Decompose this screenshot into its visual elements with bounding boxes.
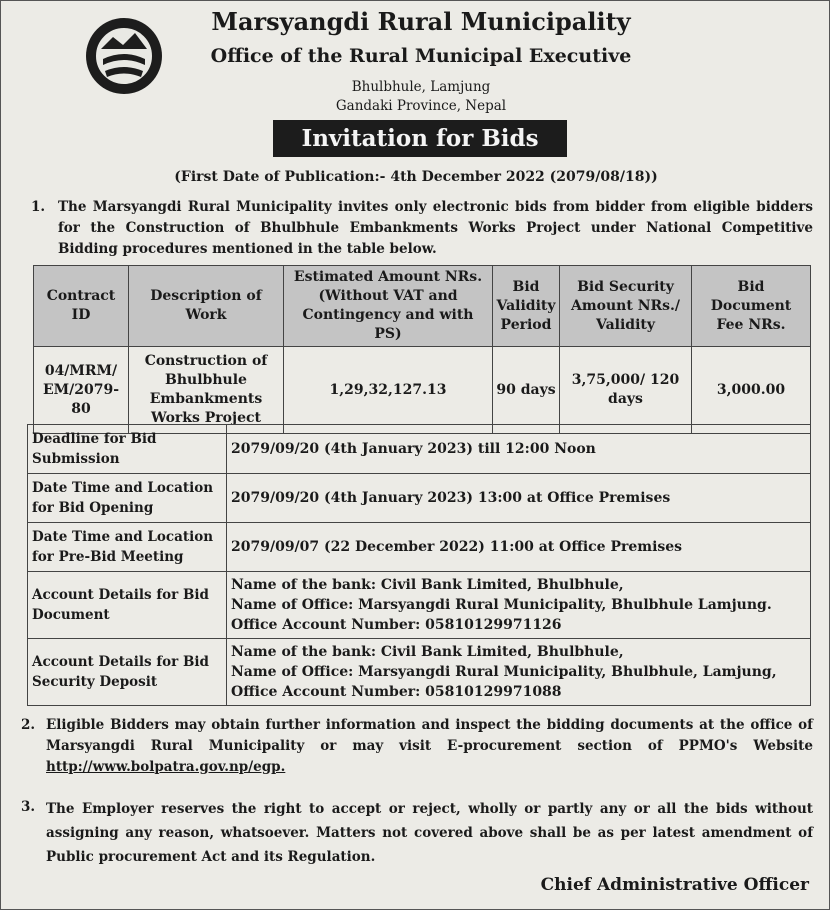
paragraph-3: [21, 797, 813, 869]
table-row: [28, 639, 811, 706]
table-row: [34, 347, 811, 434]
bid-table: [33, 265, 811, 434]
notice-title: Invitation for Bids: [273, 120, 567, 157]
address-line-1: Bhulbhule, Lamjung: [351, 79, 491, 95]
sec-account-label: Account Details for Bid Security Deposit: [28, 639, 227, 706]
cell-description: Construction of Bhulbhule Embankments Works Project: [129, 347, 284, 434]
prebid-label: Date Time and Location for Pre-Bid Meeting: [28, 523, 227, 572]
office-name: Office of the Rural Municipal Executive: [210, 45, 632, 67]
doc-account-value: [227, 572, 811, 639]
address-line-2: Gandaki Province, Nepal: [335, 98, 507, 114]
doc-bank-name: Name of the bank: Civil Bank Limited, Bhulbhule,: [231, 577, 624, 593]
col-contract-id: Contract ID: [34, 266, 129, 347]
municipality-emblem-icon: [83, 15, 165, 97]
doc-account-label: Account Details for Bid Document: [28, 572, 227, 639]
paragraph-body: Eligible Bidders may obtain further information and inspect the bidding documents at the office of Marsyangdi Rural Municipality or may visit E-procurement section of PPMO's Website: [46, 717, 813, 754]
egp-link[interactable]: http://www.bolpatra.gov.np/egp.: [46, 759, 286, 775]
opening-label: Date Time and Location for Bid Opening: [28, 474, 227, 523]
deadline-value: 2079/09/20 (4th January 2023) till 12:00 Noon: [227, 425, 811, 474]
sec-office-name: Name of Office: Marsyangdi Rural Municipality, Bhulbhule, Lamjung,: [231, 664, 777, 680]
paragraph-2: [21, 715, 813, 778]
col-validity: Bid Validity Period: [493, 266, 560, 347]
org-name: Marsyangdi Rural Municipality: [211, 7, 631, 36]
cell-validity: 90 days: [493, 347, 560, 434]
table-row: [28, 523, 811, 572]
col-estimated-amount: Estimated Amount NRs. (Without VAT and Contingency and with PS): [284, 266, 493, 347]
sec-bank-name: Name of the bank: Civil Bank Limited, Bhulbhule,: [231, 644, 624, 660]
opening-value: 2079/09/20 (4th January 2023) 13:00 at Office Premises: [227, 474, 811, 523]
sec-account-value: [227, 639, 811, 706]
cell-fee: 3,000.00: [692, 347, 811, 434]
cell-estimated-amount: 1,29,32,127.13: [284, 347, 493, 434]
cell-security: 3,75,000/ 120 days: [560, 347, 692, 434]
table-header-row: [34, 266, 811, 347]
paragraph-number: 2.: [21, 717, 36, 733]
table-row: [28, 474, 811, 523]
paragraph-number: 3.: [21, 799, 36, 815]
paragraph-1: [31, 197, 813, 260]
paragraph-number: 1.: [31, 199, 46, 215]
paragraph-text: The Marsyangdi Rural Municipality invites only electronic bids from bidder from eligible bidders for the Construction of Bhulbhule Embankments Works Project under National Competitive Bidding procedures mentioned in the table below.: [58, 199, 813, 257]
table-row: [28, 425, 811, 474]
deadline-label: Deadline for Bid Submission: [28, 425, 227, 474]
paragraph-text: [46, 715, 813, 778]
table-row: [28, 572, 811, 639]
sec-account-number: Office Account Number: 05810129971088: [231, 684, 562, 700]
bid-info-table: [27, 424, 811, 706]
col-fee: Bid Document Fee NRs.: [692, 266, 811, 347]
prebid-value: 2079/09/07 (22 December 2022) 11:00 at Office Premises: [227, 523, 811, 572]
publication-date: (First Date of Publication:- 4th December 2022 (2079/08/18)): [174, 169, 658, 185]
col-security: Bid Security Amount NRs./ Validity: [560, 266, 692, 347]
doc-account-number: Office Account Number: 05810129971126: [231, 617, 562, 633]
cell-contract-id: 04/MRM/ EM/2079-80: [34, 347, 129, 434]
paragraph-text: The Employer reserves the right to accept or reject, wholly or partly any or all the bids without assigning any reason, whatsoever. Matters not covered above shall be as per latest amendment of Public procurement Act and its Regulation.: [46, 801, 813, 865]
col-description: Description of Work: [129, 266, 284, 347]
doc-office-name: Name of Office: Marsyangdi Rural Municipality, Bhulbhule Lamjung.: [231, 597, 772, 613]
signature: Chief Administrative Officer: [540, 875, 809, 895]
